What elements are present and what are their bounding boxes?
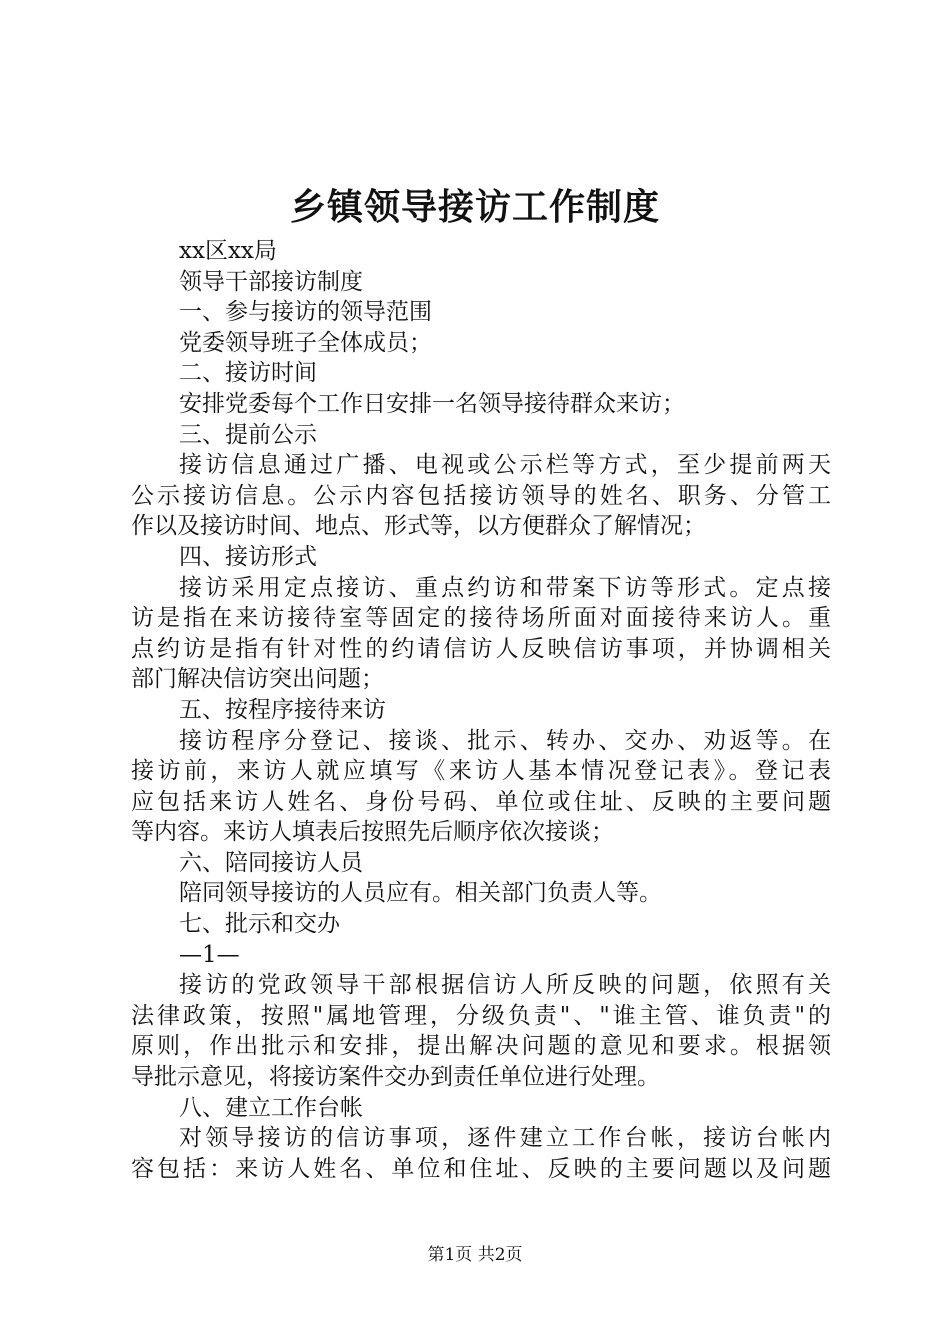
text-line: 党委领导班子全体成员； bbox=[179, 329, 432, 356]
text-line: 安排党委每个工作日安排一名领导接待群众来访； bbox=[179, 390, 685, 417]
document-body bbox=[131, 236, 831, 1184]
text-line: 公示接访信息。公示内容包括接访领导的姓名、职务、分管工 bbox=[131, 482, 831, 509]
text-line: 二、接访时间 bbox=[179, 360, 317, 387]
text-line: 七、批示和交办 bbox=[179, 911, 340, 938]
text-line: 八、建立工作台帐 bbox=[179, 1094, 363, 1121]
page-footer: 第1页 共2页 bbox=[427, 1245, 523, 1265]
text-line: 四、接访形式 bbox=[179, 543, 317, 570]
text-line: 法律政策，按照"属地管理，分级负责"、"谁主管、谁负责"的 bbox=[131, 1002, 831, 1029]
text-line: 应包括来访人姓名、身份号码、单位或住址、反映的主要问题 bbox=[131, 788, 831, 815]
text-line: 三、提前公示 bbox=[179, 421, 317, 448]
text-line: 原则，作出批示和安排，提出解决问题的意见和要求。根据领 bbox=[131, 1033, 831, 1060]
text-line: 接访采用定点接访、重点约访和带案下访等形式。定点接 bbox=[179, 574, 831, 601]
text-line: 接访的党政领导干部根据信访人所反映的问题，依照有关 bbox=[179, 972, 831, 999]
text-line: 对领导接访的信访事项，逐件建立工作台帐，接访台帐内 bbox=[179, 1125, 831, 1152]
text-line: 等内容。来访人填表后按照先后顺序依次接谈； bbox=[131, 819, 614, 846]
text-line: 接访程序分登记、接谈、批示、转办、交办、劝返等。在 bbox=[179, 727, 831, 754]
text-line: 点约访是指有针对性的约请信访人反映信访事项，并协调相关 bbox=[131, 635, 831, 662]
text-line: 容包括：来访人姓名、单位和住址、反映的主要问题以及问题 bbox=[131, 1155, 831, 1182]
text-line: 六、陪同接访人员 bbox=[179, 849, 363, 876]
document-title: 乡镇领导接访工作制度 bbox=[289, 187, 660, 228]
text-line: 一、参与接访的领导范围 bbox=[179, 299, 432, 326]
text-line: 导批示意见，将接访案件交办到责任单位进行处理。 bbox=[131, 1064, 660, 1091]
text-line: 作以及接访时间、地点、形式等，以方便群众了解情况； bbox=[131, 513, 706, 540]
text-line: 访是指在来访接待室等固定的接待场所面对面接待来访人。重 bbox=[131, 605, 831, 632]
text-line: 领导干部接访制度 bbox=[179, 268, 363, 295]
text-line: 陪同领导接访的人员应有。相关部门负责人等。 bbox=[179, 880, 662, 907]
text-line: —1— bbox=[179, 941, 240, 968]
text-line: 接访信息通过广播、电视或公示栏等方式，至少提前两天 bbox=[179, 452, 831, 479]
text-line: 部门解决信访突出问题； bbox=[131, 666, 384, 693]
text-line: xx区xx局 bbox=[179, 238, 277, 264]
text-line: 接访前，来访人就应填写《来访人基本情况登记表》。登记表 bbox=[131, 758, 831, 785]
text-line: 五、按程序接待来访 bbox=[179, 696, 386, 723]
